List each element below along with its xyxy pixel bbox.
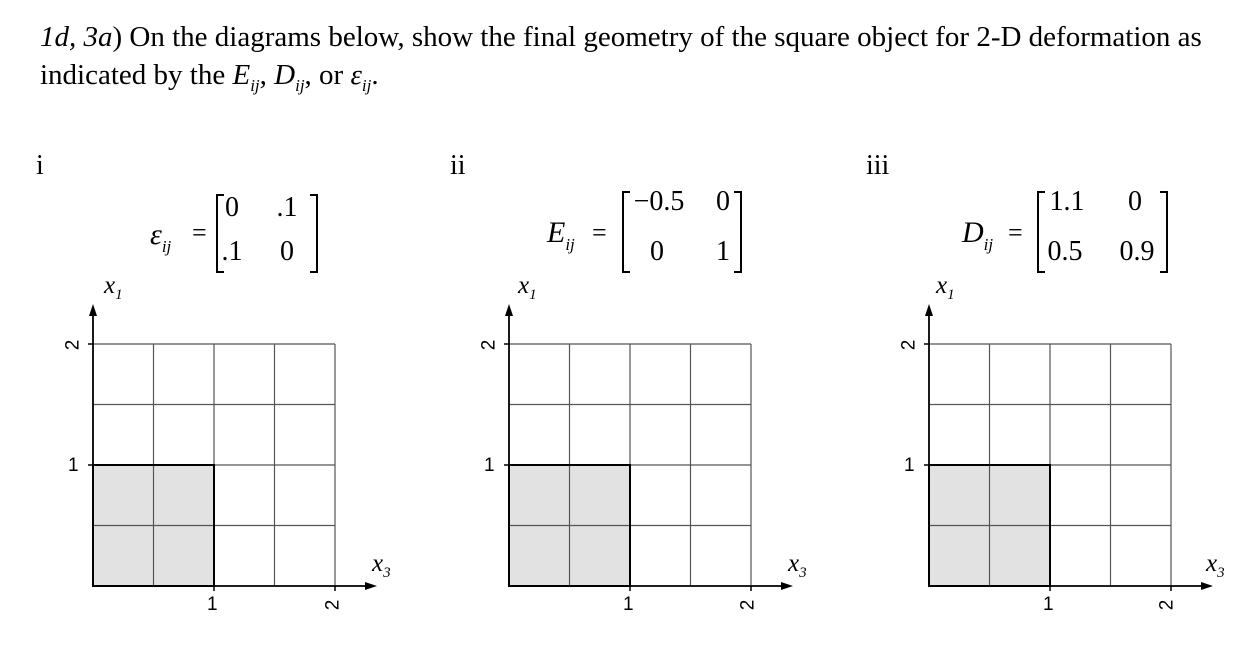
- symbol-epsilon-sub: ij: [361, 76, 372, 95]
- x-tick-2: 2: [737, 599, 759, 611]
- symbol-E: E: [232, 59, 251, 91]
- x-axis-arrow-icon: [1201, 582, 1213, 590]
- title-end: .: [371, 59, 379, 91]
- panel-numeral: iii: [866, 150, 890, 181]
- y-tick-1: 1: [68, 455, 79, 476]
- x-tick-2: 2: [322, 599, 344, 611]
- symbol-D: D: [274, 59, 296, 91]
- matrix-symbol: $D_{ij}$: [962, 216, 994, 254]
- x-axis-arrow-icon: [781, 582, 793, 590]
- x-axis-label: $x_3$: [372, 550, 391, 581]
- matrix-cell-22: 0: [280, 236, 294, 267]
- separator-1: ,: [259, 59, 275, 91]
- matrix-cell-11: 0: [225, 192, 239, 223]
- equals-sign: =: [192, 218, 207, 247]
- y-axis-arrow-icon: [505, 304, 513, 316]
- matrix-symbol: $\varepsilon_{ij}$: [150, 218, 172, 256]
- matrix-cell-21: .1: [221, 236, 243, 267]
- y-axis-label: $x_1$: [518, 272, 537, 303]
- symbol-epsilon: ε: [350, 59, 362, 91]
- matrix-cell-22: 0.9: [1119, 236, 1155, 267]
- x-tick-1: 1: [207, 594, 218, 615]
- equals-sign: =: [1008, 218, 1023, 247]
- matrix-cell-12: 0: [716, 186, 730, 217]
- y-axis-arrow-icon: [925, 304, 933, 316]
- equals-sign: =: [592, 218, 607, 247]
- y-axis-label: $x_1$: [936, 272, 955, 303]
- matrix-symbol: $E_{ij}$: [547, 216, 575, 254]
- matrix-cell-11: 1.1: [1049, 186, 1085, 217]
- x-tick-2: 2: [1156, 599, 1178, 611]
- separator-2: , or: [304, 59, 351, 91]
- matrix-cell-21: 0: [650, 236, 664, 267]
- problem-text: ) On the diagrams below, show the final geometry of the square object for 2-D deformation as indicated by the: [40, 21, 1202, 91]
- matrix-cell-22: 1: [716, 236, 730, 267]
- y-axis-label: $x_1$: [104, 272, 123, 303]
- y-axis-arrow-icon: [89, 304, 97, 316]
- x-tick-1: 1: [1043, 594, 1054, 615]
- y-tick-2: 2: [898, 339, 920, 351]
- y-tick-1: 1: [484, 455, 495, 476]
- x-axis-label: $x_3$: [1206, 550, 1225, 581]
- x-axis-label: $x_3$: [788, 550, 807, 581]
- matrix-cell-12: 0: [1128, 186, 1142, 217]
- y-tick-1: 1: [904, 455, 915, 476]
- panel-numeral: ii: [450, 150, 466, 181]
- x-axis-arrow-icon: [365, 582, 377, 590]
- x-tick-1: 1: [623, 594, 634, 615]
- y-tick-2: 2: [62, 339, 84, 351]
- symbol-E-sub: ij: [250, 76, 260, 95]
- matrix-cell-21: 0.5: [1047, 236, 1083, 267]
- y-tick-2: 2: [478, 339, 500, 351]
- symbol-D-sub: ij: [295, 76, 305, 95]
- problem-number: 1d, 3a: [40, 21, 113, 53]
- matrix-cell-11: −0.5: [633, 186, 685, 217]
- panel-numeral: i: [36, 150, 44, 181]
- matrix-cell-12: .1: [276, 192, 298, 223]
